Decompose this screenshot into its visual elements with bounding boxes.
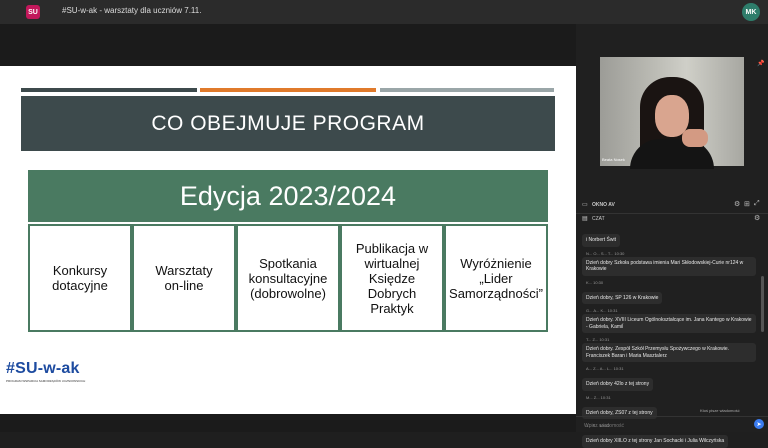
edition-band	[28, 170, 548, 222]
video-participant-name: Beata Nosek	[602, 157, 625, 162]
chat-message	[582, 228, 758, 247]
chat-message-meta: K... 10:30	[586, 279, 604, 285]
chat-message	[582, 280, 758, 305]
chat-message-text: Dzień dobry XIILO z tej strony Jan Sochacki i Julia Wilczyńska	[582, 435, 728, 448]
program-box-award: Wyróżnienie „Lider Samorządności”	[446, 226, 546, 330]
meeting-title: #SU-w-ak - warsztaty dla uczniów 7.11.	[62, 6, 202, 15]
chat-message-text: Dzień dobry. Zespół Szkół Przemysłu Spożywczego w Krakowie. Franciszek Baran i Maria Masztalerz	[582, 343, 756, 362]
av-window-label: OKNO AV	[592, 202, 615, 208]
chat-input-area	[576, 416, 768, 433]
slide-title: CO OBEJMUJE PROGRAM	[151, 111, 425, 135]
edition-title: Edycja 2023/2024	[179, 180, 397, 211]
program-box-consultations: Spotkania konsultacyjne (dobrowolne)	[238, 226, 338, 330]
chat-message-meta: G... A... K... 10:31	[586, 308, 618, 313]
chat-message	[582, 251, 758, 276]
logo-main: SU-w-ak	[15, 360, 80, 377]
program-boxes	[28, 224, 548, 332]
expand-icon[interactable]: ⤢	[754, 200, 760, 207]
send-button[interactable]	[754, 419, 764, 429]
typing-indicator: Ktoś pisze wiadomość	[700, 408, 740, 413]
chat-message-text: Dzień dobry, ZS07 z tej strony	[582, 407, 657, 420]
slide-bar-dark	[21, 88, 197, 92]
chat-message-text: Dzień dobry 42lo z tej strony	[582, 378, 653, 391]
slide	[0, 66, 576, 414]
chat-message-text: Dzień dobry Szkoła podstawa imienia Mari Skłodowskiej-Curie nr124 w Krakowie	[582, 257, 756, 276]
slide-bar-orange	[200, 88, 376, 92]
presentation-stage	[0, 24, 576, 432]
chat-message-text: Dzień dobry, SP 126 w Krakowie	[582, 292, 662, 305]
chat-message	[582, 308, 758, 333]
pin-icon[interactable]: 📌	[757, 61, 765, 67]
chat-message-text: Dzień dobry. XVIII Liceum Ogólnokształcące im. Jana Kantego w Krakowie - Gabriela, Kamiĺ	[582, 314, 756, 333]
camera-icon: ▭	[582, 202, 588, 208]
chat-message-meta: J... S... 10:32	[586, 423, 610, 428]
chat-message-meta: T... Z... 10:31	[586, 337, 610, 342]
app-logo: SU	[26, 5, 40, 19]
suwak-logo	[6, 360, 96, 383]
chat-message-meta: A... Z... A... L... 10:31	[586, 366, 624, 371]
side-panel	[576, 24, 768, 444]
chat-message	[582, 337, 758, 362]
av-window-header	[576, 199, 768, 213]
program-box-grants: Konkursy dotacyjne	[30, 226, 130, 330]
chat-input[interactable]	[582, 420, 746, 431]
video-tile[interactable]	[600, 57, 744, 166]
chat-message-meta: M... Z... 10:31	[586, 394, 611, 400]
send-icon: ➤	[756, 421, 762, 428]
chat-label: CZAT	[592, 216, 605, 222]
settings-icon[interactable]: ⚙	[734, 201, 741, 208]
top-bar	[0, 0, 768, 24]
logo-subtitle: PROGRAM WSPARCIA SAMORZĄDÓW UCZNIOWSKICH	[6, 379, 86, 383]
chat-icon: ▤	[582, 216, 588, 222]
chat-message-meta: N... O... S... T... 10:30	[586, 250, 625, 256]
chat-message	[582, 366, 758, 391]
program-box-publication: Publikacja w wirtualnej Księdze Dobrych Praktyk	[342, 226, 442, 330]
chat-settings-icon[interactable]: ⚙	[754, 215, 761, 222]
logo-hash: #	[6, 360, 16, 377]
layout-icon[interactable]: ⊞	[744, 201, 750, 208]
chat-scrollbar[interactable]	[761, 276, 764, 332]
video-person-hand	[682, 129, 708, 147]
avatar[interactable]: MK	[742, 3, 760, 21]
slide-bar-grey	[380, 88, 554, 92]
chat-message-text: i Norbert Świt	[582, 234, 620, 247]
slide-title-band	[21, 96, 555, 151]
chat-message-list[interactable]	[582, 224, 758, 444]
program-box-workshops: Warsztaty on-line	[134, 226, 234, 330]
